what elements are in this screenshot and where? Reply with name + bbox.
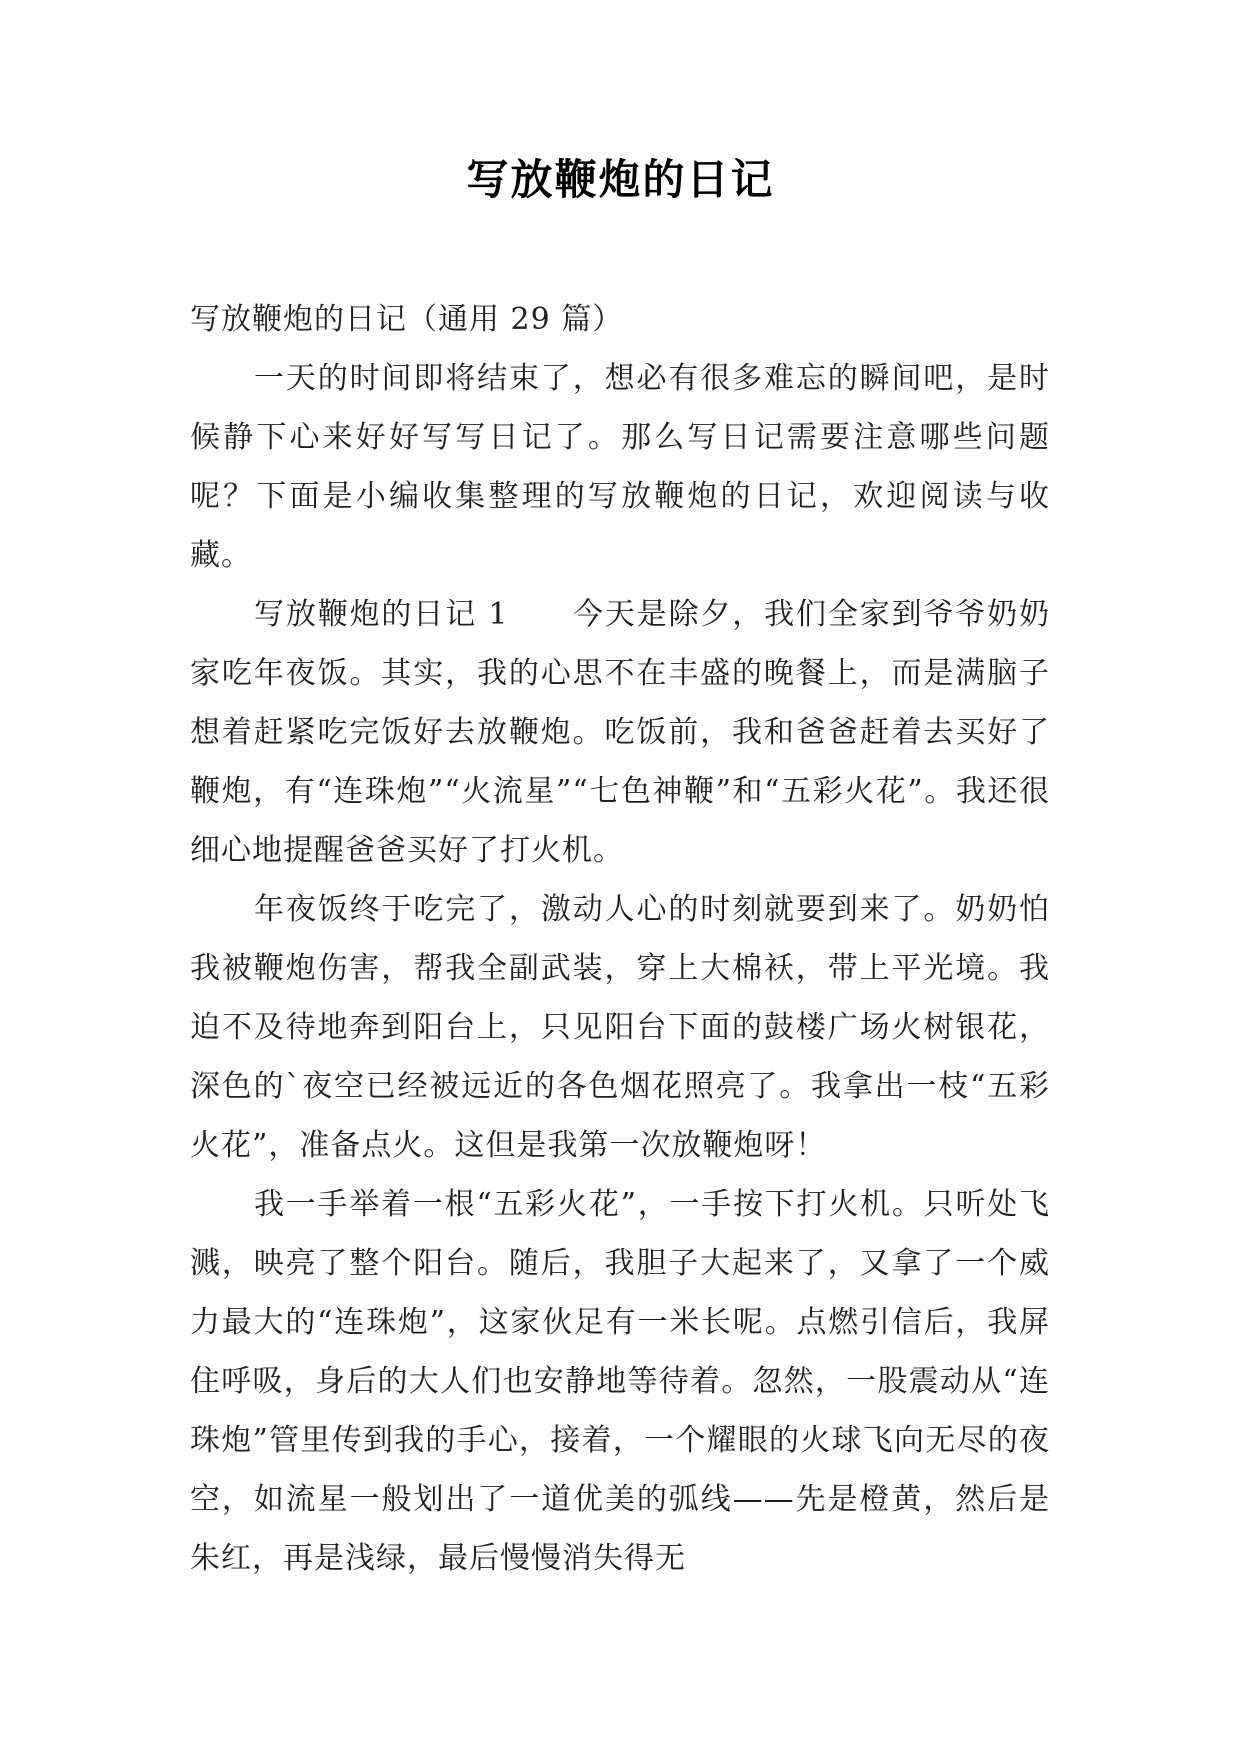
document-title: 写放鞭炮的日记 bbox=[466, 155, 775, 204]
document-subtitle: 写放鞭炮的日记（通用 29 篇） bbox=[190, 302, 624, 337]
paragraph-dinner-finished: 年夜饭终于吃完了，激动人心的时刻就要到来了。奶奶怕我被鞭炮伤害，帮我全副武装，穿上大棉袄，带上平光境。我迫不及待地奔到阳台上，只见阳台下面的鼓楼广场火树银花，深色的`夜空已经被远近的各色烟花照亮了。我拿出一枝“五彩火花”，准备点火。这但是我第一次放鞭炮呀！ bbox=[190, 892, 1050, 1163]
paragraph-firing-firecrackers: 我一手举着一根“五彩火花”，一手按下打火机。只听处飞溅，映亮了整个阳台。随后，我胆子大起来了，又拿了一个威力最大的“连珠炮”，这家伙足有一米长呢。点燃引信后，我屏住呼吸，身后的大人们也安静地等待着。忽然，一股震动从“连珠炮”管里传到我的手心，接着，一个耀眼的火球飞向无尽的夜空，如流星一般划出了一道优美的弧线——先是橙黄，然后是朱红，再是浅绿，最后慢慢消失得无 bbox=[190, 1187, 1050, 1576]
paragraph-diary-1: 写放鞭炮的日记 1 今天是除夕，我们全家到爷爷奶奶家吃年夜饭。其实，我的心思不在丰盛的晚餐上，而是满脑子想着赶紧吃完饭好去放鞭炮。吃饭前，我和爸爸赶着去买好了鞭炮，有“连珠炮”“火流星”“七色神鞭”和“五彩火花”。我还很细心地提醒爸爸买好了打火机。 bbox=[190, 597, 1050, 868]
paragraph-intro: 一天的时间即将结束了，想必有很多难忘的瞬间吧，是时候静下心来好好写写日记了。那么写日记需要注意哪些问题呢？下面是小编收集整理的写放鞭炮的日记，欢迎阅读与收藏。 bbox=[190, 361, 1050, 573]
document-body bbox=[190, 290, 1050, 1588]
